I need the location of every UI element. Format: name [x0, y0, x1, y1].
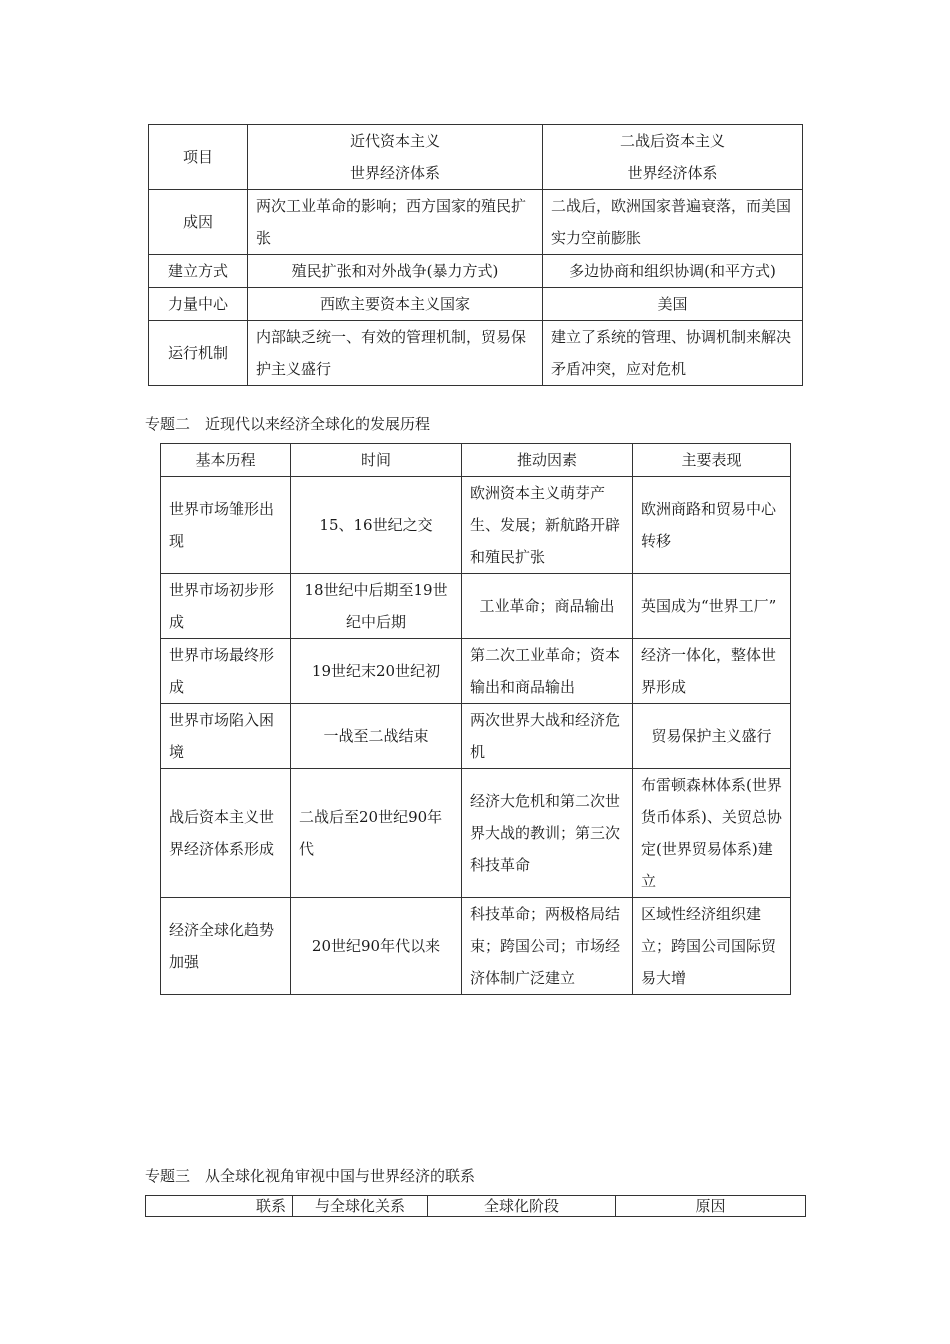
table-cell: 19世纪末20世纪初 [291, 639, 462, 704]
table-cell: 布雷顿森林体系(世界货币体系)、关贸总协定(世界贸易体系)建立 [633, 769, 791, 898]
header-cell: 与全球化关系 [293, 1196, 428, 1217]
table-cell: 工业革命；商品输出 [462, 574, 633, 639]
table-cell: 美国 [543, 288, 803, 321]
table-cell: 世界市场陷入困境 [161, 704, 291, 769]
table-cell: 两次工业革命的影响；西方国家的殖民扩张 [248, 190, 543, 255]
table-cell: 经济大危机和第二次世界大战的教训；第三次科技革命 [462, 769, 633, 898]
table-cell: 两次世界大战和经济危机 [462, 704, 633, 769]
table-cell: 战后资本主义世界经济体系形成 [161, 769, 291, 898]
section-heading: 专题三 从全球化视角审视中国与世界经济的联系 [145, 1167, 476, 1185]
table-cell: 英国成为“世界工厂” [633, 574, 791, 639]
table-cell: 二战后至20世纪90年代 [291, 769, 462, 898]
table-row [161, 639, 791, 704]
table-cell: 内部缺乏统一、有效的管理机制，贸易保护主义盛行 [248, 321, 543, 386]
table-cell: 运行机制 [149, 321, 248, 386]
table-cell: 欧洲商路和贸易中心转移 [633, 477, 791, 574]
header-cell: 原因 [616, 1196, 806, 1217]
table-cell: 贸易保护主义盛行 [633, 704, 791, 769]
table-cell: 经济全球化趋势加强 [161, 898, 291, 995]
table-row [149, 255, 803, 288]
section-heading: 专题二 近现代以来经济全球化的发展历程 [145, 415, 431, 433]
table-cell: 西欧主要资本主义国家 [248, 288, 543, 321]
table-cell: 世界市场最终形成 [161, 639, 291, 704]
china-world-table [145, 1195, 806, 1217]
table-row [161, 574, 791, 639]
header-cell: 联系 [146, 1196, 293, 1217]
table-cell: 科技革命；两极格局结束；跨国公司；市场经济体制广泛建立 [462, 898, 633, 995]
comparison-table [148, 124, 803, 386]
table-cell: 建立方式 [149, 255, 248, 288]
table-cell: 世界市场雏形出现 [161, 477, 291, 574]
header-cell: 基本历程 [161, 444, 291, 477]
table-cell: 力量中心 [149, 288, 248, 321]
table-cell: 建立了系统的管理、协调机制来解决矛盾冲突，应对危机 [543, 321, 803, 386]
header-cell: 时间 [291, 444, 462, 477]
history-table [160, 443, 791, 995]
table-header-row [146, 1196, 806, 1217]
table-cell: 区域性经济组织建立；跨国公司国际贸易大增 [633, 898, 791, 995]
table-cell: 20世纪90年代以来 [291, 898, 462, 995]
table-cell: 世界市场初步形成 [161, 574, 291, 639]
table-cell: 15、16世纪之交 [291, 477, 462, 574]
header-cell: 近代资本主义 世界经济体系 [248, 125, 543, 190]
table-row [161, 704, 791, 769]
table-cell: 第二次工业革命；资本输出和商品输出 [462, 639, 633, 704]
table-cell: 成因 [149, 190, 248, 255]
table-row [161, 898, 791, 995]
table-cell: 多边协商和组织协调(和平方式) [543, 255, 803, 288]
table-cell: 18世纪中后期至19世纪中后期 [291, 574, 462, 639]
header-cell: 项目 [149, 125, 248, 190]
table-cell: 殖民扩张和对外战争(暴力方式) [248, 255, 543, 288]
table-row [161, 769, 791, 898]
table-cell: 二战后，欧洲国家普遍衰落，而美国实力空前膨胀 [543, 190, 803, 255]
table-cell: 经济一体化，整体世界形成 [633, 639, 791, 704]
header-cell: 推动因素 [462, 444, 633, 477]
table-row [149, 321, 803, 386]
table-cell: 欧洲资本主义萌芽产生、发展；新航路开辟和殖民扩张 [462, 477, 633, 574]
header-cell: 主要表现 [633, 444, 791, 477]
table-header-row [149, 125, 803, 190]
table-header-row [161, 444, 791, 477]
header-cell: 全球化阶段 [428, 1196, 616, 1217]
table-row [149, 288, 803, 321]
table-row [149, 190, 803, 255]
table-row [161, 477, 791, 574]
header-cell: 二战后资本主义 世界经济体系 [543, 125, 803, 190]
table-cell: 一战至二战结束 [291, 704, 462, 769]
